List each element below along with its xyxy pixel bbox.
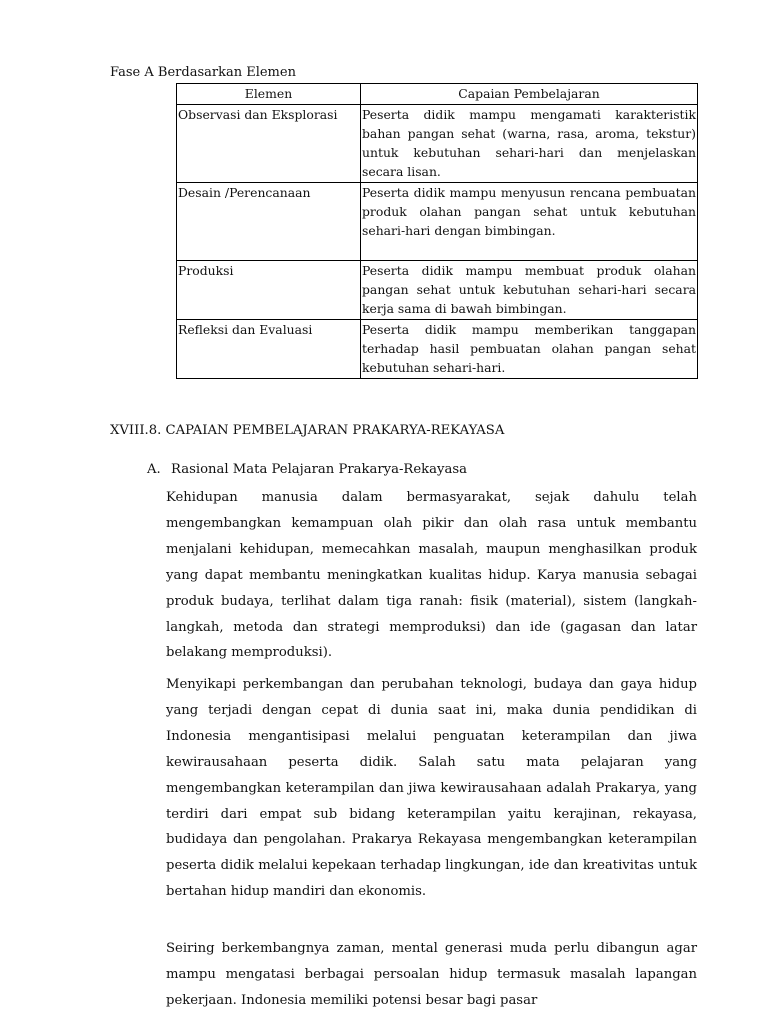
- table-row: [177, 261, 698, 320]
- sub-heading-title: Rasional Mata Pelajaran Prakarya-Rekayasa: [171, 462, 467, 477]
- table-row: [177, 320, 698, 379]
- capaian-table: [176, 83, 698, 379]
- elemen-cell: Observasi dan Eksplorasi: [177, 105, 361, 183]
- table-row: [177, 105, 698, 183]
- elemen-cell: Refleksi dan Evaluasi: [177, 320, 361, 379]
- table-row: [177, 183, 698, 261]
- column-header-elemen: Elemen: [177, 84, 361, 105]
- column-header-capaian: Capaian Pembelajaran: [361, 84, 698, 105]
- paragraph: Kehidupan manusia dalam bermasyarakat, sejak dahulu telah mengembangkan kemampuan olah pikir dan olah rasa untuk membantu menjalani kehidupan, memecahkan masalah, maupun menghasilkan produk yang dapat membantu meningkatkan kualitas hidup. Karya manusia sebagai produk budaya, terlihat dalam tiga ranah: fisik (material), sistem (langkah-langkah, metoda dan strategi memproduksi) dan ide (gagasan dan latar belakang memproduksi).: [166, 490, 697, 661]
- table-caption: Fase A Berdasarkan Elemen: [110, 65, 296, 80]
- capaian-cell: Peserta didik mampu mengamati karakteristik bahan pangan sehat (warna, rasa, aroma, tekstur) untuk kebutuhan sehari-hari dan menjelaskan secara lisan.: [361, 105, 698, 183]
- capaian-cell: Peserta didik mampu memberikan tanggapan terhadap hasil pembuatan olahan pangan sehat kebutuhan sehari-hari.: [361, 320, 698, 379]
- paragraph: Seiring berkembangnya zaman, mental generasi muda perlu dibangun agar mampu mengatasi berbagai persoalan hidup termasuk masalah lapangan pekerjaan. Indonesia memiliki potensi besar bagi pasar: [166, 941, 697, 1008]
- elemen-cell: Produksi: [177, 261, 361, 320]
- elemen-cell: Desain /Perencanaan: [177, 183, 361, 261]
- capaian-cell: Peserta didik mampu membuat produk olahan pangan sehat untuk kebutuhan sehari-hari secara kerja sama di bawah bimbingan.: [361, 261, 698, 320]
- sub-heading: [147, 461, 467, 479]
- sub-heading-letter: A.: [147, 462, 161, 477]
- table-header-row: [177, 84, 698, 105]
- paragraph: Menyikapi perkembangan dan perubahan teknologi, budaya dan gaya hidup yang terjadi dengan cepat di dunia saat ini, maka dunia pendidikan di Indonesia mengantisipasi melalui penguatan keterampilan dan jiwa kewirausahaan peserta didik. Salah satu mata pelajaran yang mengembangkan keterampilan dan jiwa kewirausahaan adalah Prakarya, yang terdiri dari empat sub bidang keterampilan yaitu kerajinan, rekayasa, budidaya dan pengolahan. Prakarya Rekayasa mengembangkan keterampilan peserta didik melalui kepekaan terhadap lingkungan, ide dan kreativitas untuk bertahan hidup mandiri dan ekonomis.: [166, 677, 697, 900]
- section-heading: XVIII.8. CAPAIAN PEMBELAJARAN PRAKARYA-REKAYASA: [110, 423, 505, 438]
- capaian-cell: Peserta didik mampu menyusun rencana pembuatan produk olahan pangan sehat untuk kebutuhan sehari-hari dengan bimbingan.: [361, 183, 698, 261]
